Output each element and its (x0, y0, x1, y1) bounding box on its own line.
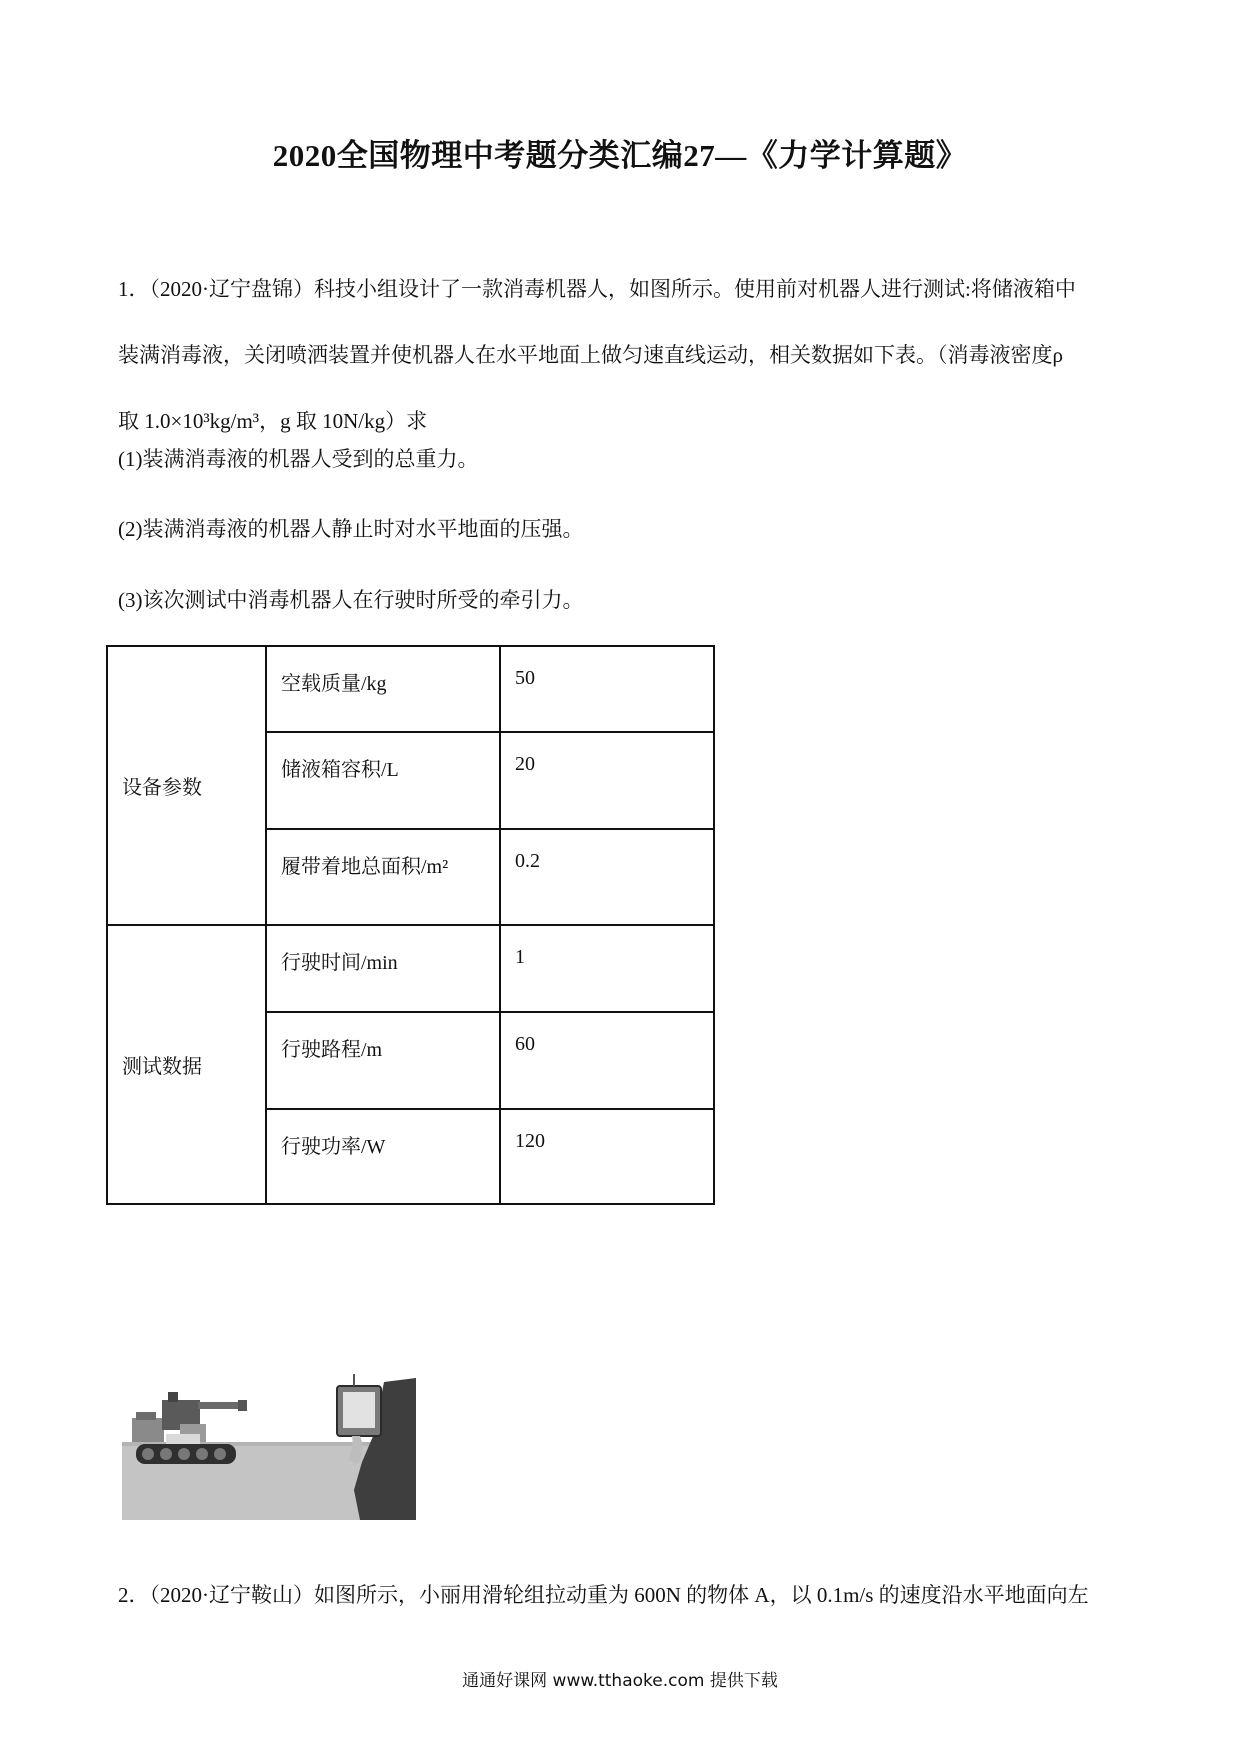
value-cell: 20 (500, 732, 714, 829)
question-1-line: 装满消毒液，关闭喷洒装置并使机器人在水平地面上做匀速直线运动，相关数据如下表。（消毒液密度ρ (118, 343, 1063, 367)
document-title: 2020全国物理中考题分类汇编27—《力学计算题》 (272, 138, 968, 173)
param-cell: 空载质量/kg (266, 646, 500, 732)
value-cell: 120 (500, 1109, 714, 1204)
table-row (107, 925, 714, 1012)
robot-data-table (106, 645, 715, 1205)
question-1-line: 1．（2020·辽宁盘锦）科技小组设计了一款消毒机器人，如图所示。使用前对机器人进行测试:将储液箱中 (118, 277, 1076, 301)
question-2-text: 2．（2020·辽宁鞍山）如图所示，小丽用滑轮组拉动重为 600N 的物体 A，以 0.1m/s 的速度沿水平地面向左 (118, 1583, 1089, 1607)
value-cell: 1 (500, 925, 714, 1012)
robot-photo (122, 1372, 416, 1520)
value-cell: 60 (500, 1012, 714, 1109)
sub-question-2: (2)装满消毒液的机器人静止时对水平地面的压强。 (118, 517, 584, 541)
value-cell: 50 (500, 646, 714, 732)
param-cell: 行驶功率/W (266, 1109, 500, 1204)
value-cell: 0.2 (500, 829, 714, 925)
param-cell: 履带着地总面积/m² (266, 829, 500, 925)
question-1-line: 取 1.0×10³kg/m³，g 取 10N/kg）求 (118, 409, 428, 433)
question-1-text (118, 256, 1128, 454)
param-cell: 储液箱容积/L (266, 732, 500, 829)
param-cell: 行驶路程/m (266, 1012, 500, 1109)
group-label-equipment: 设备参数 (107, 646, 266, 925)
page-footer: 通通好课网 www.tthaoke.com 提供下载 (462, 1671, 778, 1691)
table-row (107, 646, 714, 732)
group-label-test-data: 测试数据 (107, 925, 266, 1204)
sub-question-3: (3)该次测试中消毒机器人在行驶时所受的牵引力。 (118, 588, 584, 612)
sub-question-1: (1)装满消毒液的机器人受到的总重力。 (118, 447, 479, 471)
param-cell: 行驶时间/min (266, 925, 500, 1012)
